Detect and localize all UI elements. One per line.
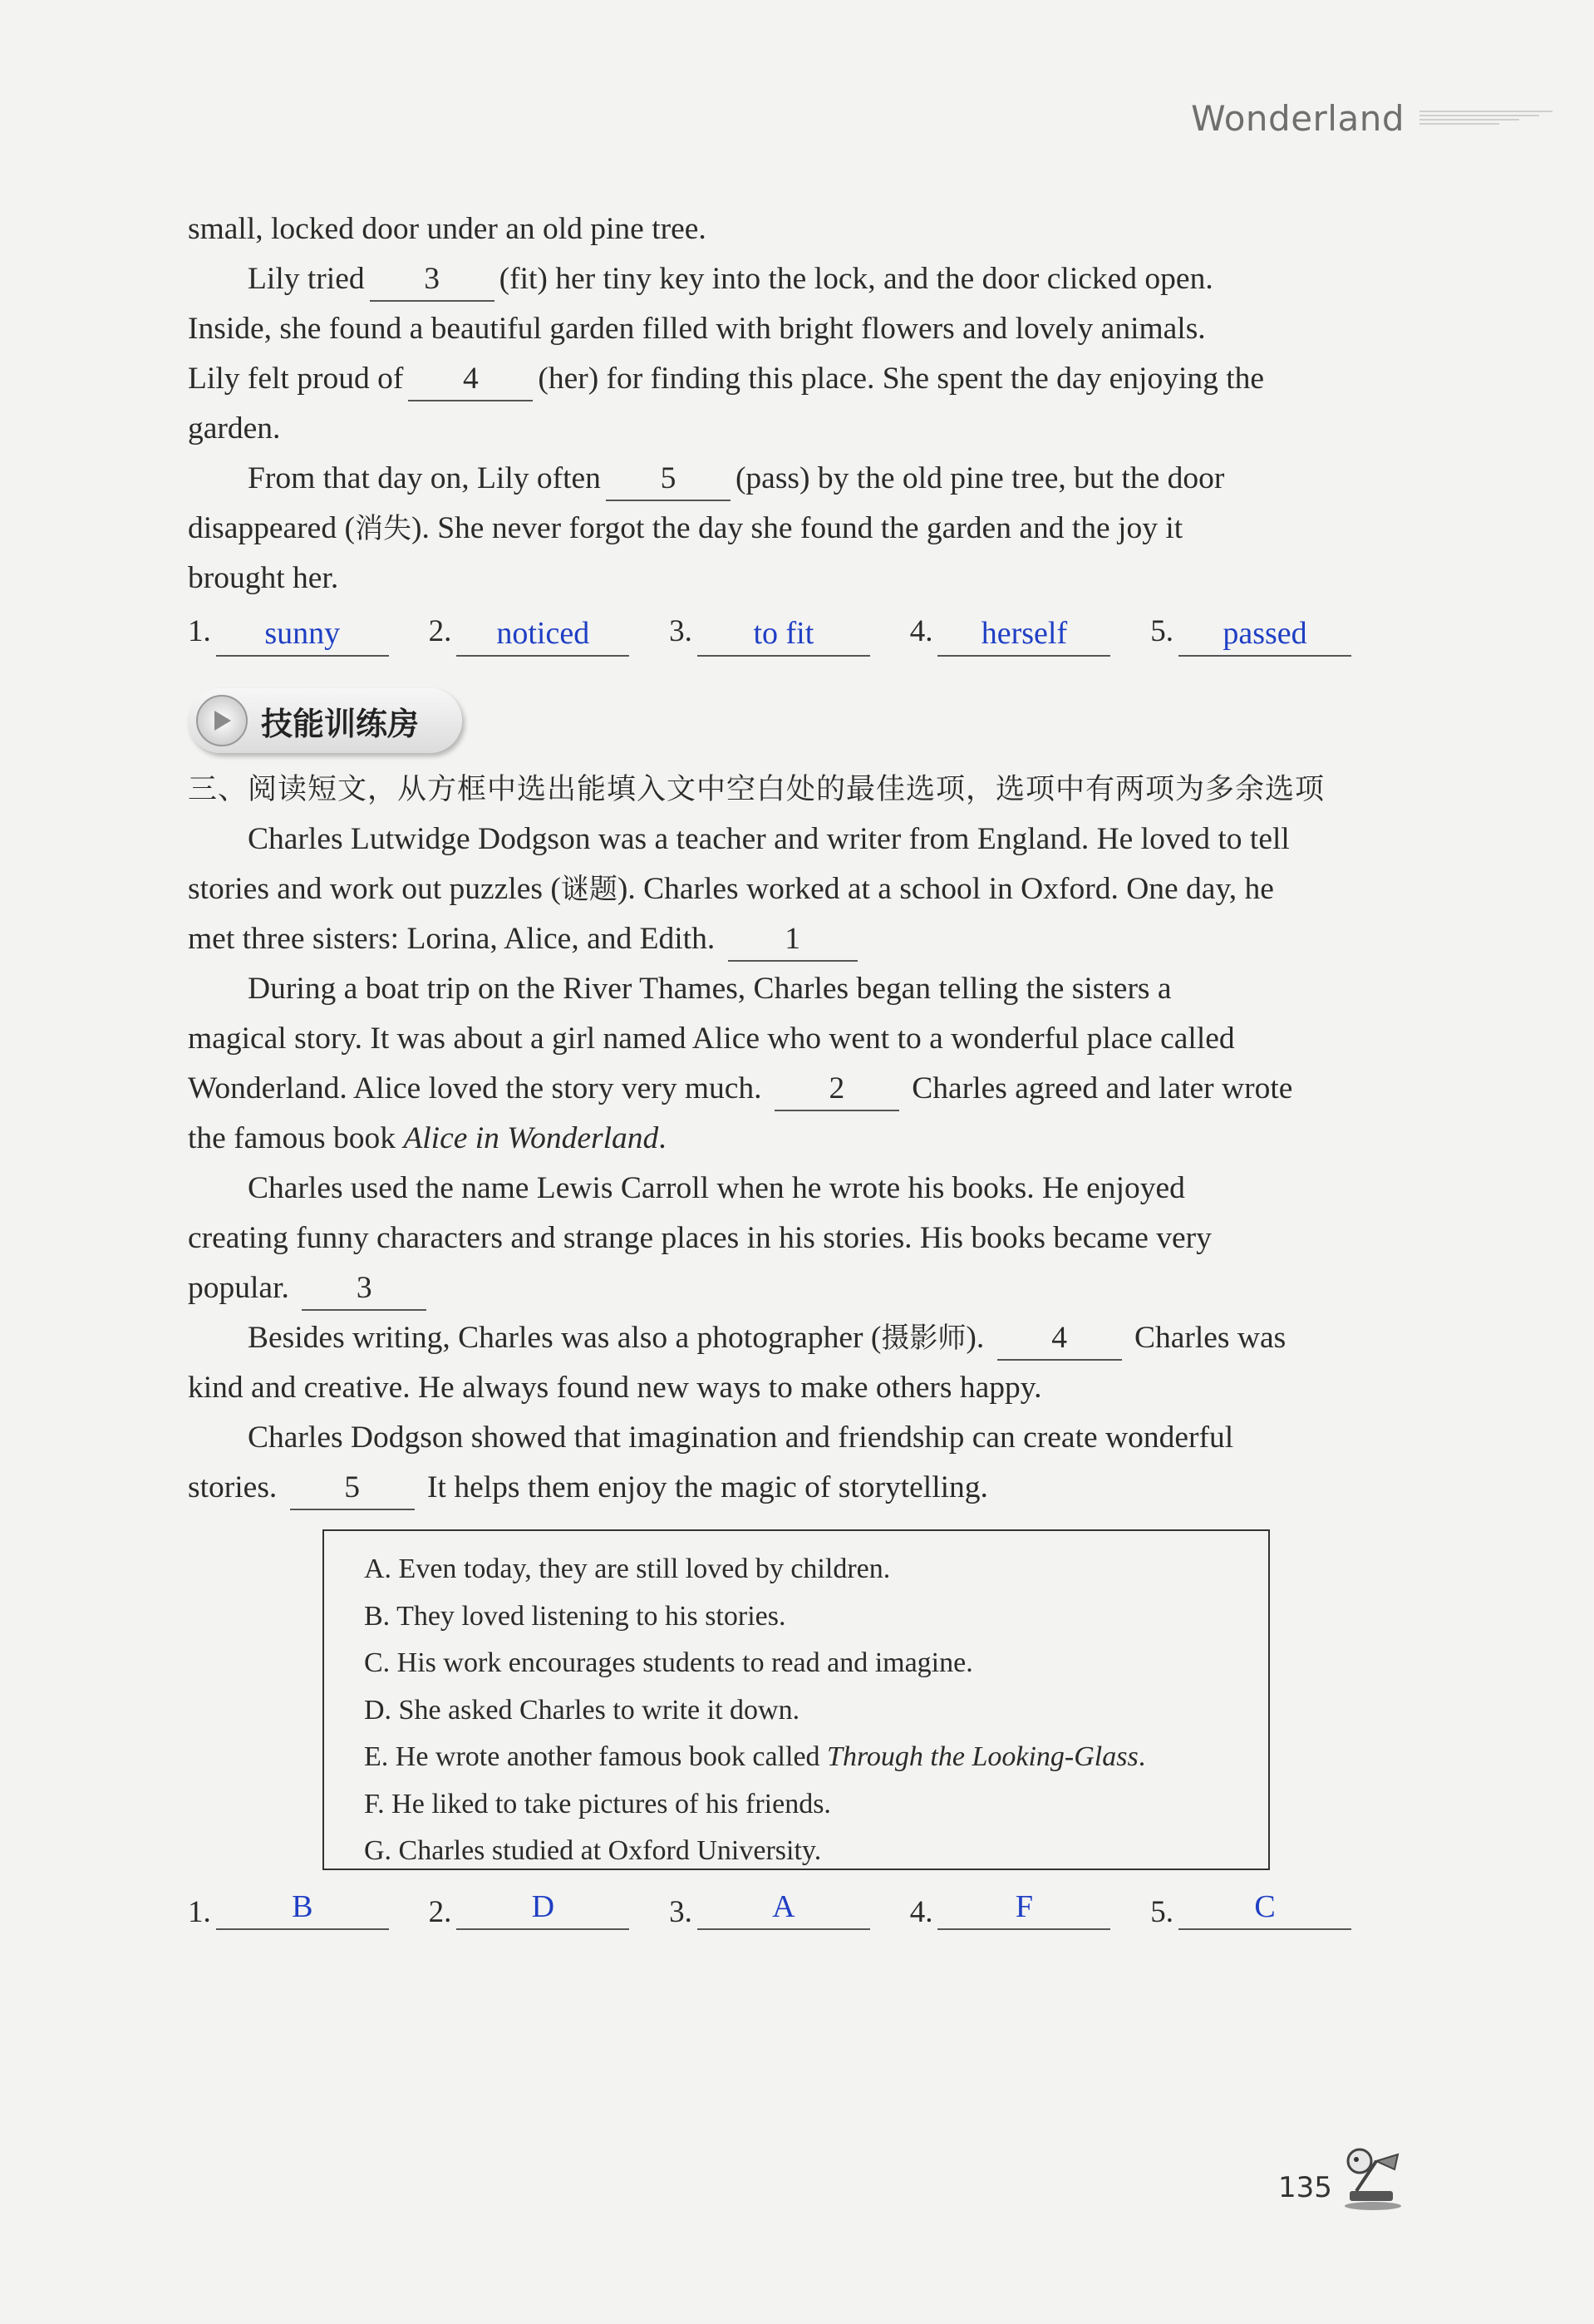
reading-task (188, 765, 1418, 1513)
blank-3: 3 (302, 1268, 426, 1311)
option-d: D. She asked Charles to write it down. (364, 1694, 800, 1726)
options-box (322, 1529, 1270, 1870)
option-f: F. He liked to take pictures of his friends. (364, 1788, 831, 1819)
passage-line: Lily felt proud of 4 (her) for finding this place. She spent the day enjoying the (188, 354, 1410, 404)
option-b: B. They loved listening to his stories. (364, 1600, 786, 1632)
blank-1: 1 (728, 918, 858, 962)
answer-item: 4. F (910, 1885, 1111, 1930)
answer-fill: passed (1178, 612, 1351, 657)
blank-5: 5 (290, 1467, 415, 1510)
section-title: 技能训练房 (261, 705, 420, 742)
task-instruction: 三、阅读短文，从方框中选出能填入文中空白处的最佳选项，选项中有两项为多余选项 (188, 773, 1326, 806)
passage-line: stories. 5 It helps them enjoy the magic of storytelling. (188, 1463, 1418, 1513)
blank-4: 4 (408, 358, 533, 401)
blank-3: 3 (370, 258, 494, 302)
option-c: C. His work encourages students to read and imagine. (364, 1647, 973, 1678)
answer-item: 5. passed (1150, 607, 1351, 657)
book-title: Alice in Wonderland (403, 1121, 659, 1155)
passage-line: Inside, she found a beautiful garden filled with bright flowers and lovely animals. (188, 312, 1206, 346)
passage-line: brought her. (188, 561, 339, 595)
option-e: E. He wrote another famous book called Through the Looking-Glass. (364, 1741, 1146, 1772)
passage-continued (188, 204, 1410, 657)
answer-fill: sunny (216, 612, 389, 657)
blank-4: 4 (997, 1317, 1122, 1361)
section-badge (188, 688, 462, 753)
passage-line: met three sisters: Lorina, Alice, and Edith. 1 (188, 914, 1418, 964)
page-number: 135 (1278, 2171, 1332, 2204)
header-decoration (1419, 108, 1552, 130)
passage-line: popular. 3 (188, 1263, 1418, 1313)
passage-line: Charles Lutwidge Dodgson was a teacher and writer from England. He loved to tell (248, 822, 1290, 856)
mascot-icon (1340, 2144, 1405, 2211)
answer-item: 3. A (669, 1885, 870, 1930)
passage-line: kind and creative. He always found new ways to make others happy. (188, 1371, 1042, 1405)
answer-fill: herself (937, 612, 1110, 657)
answer-fill: noticed (456, 612, 629, 657)
passage-line: Charles used the name Lewis Carroll when he wrote his books. He enjoyed (248, 1171, 1185, 1205)
passage-line: Charles Dodgson showed that imagination and friendship can create wonderful (248, 1420, 1234, 1455)
answer-fill: C (1178, 1885, 1351, 1930)
answer-item: 3. to fit (669, 607, 870, 657)
answer-item: 1. sunny (188, 607, 389, 657)
passage-line: Wonderland. Alice loved the story very much. 2 Charles agreed and later wrote (188, 1064, 1418, 1114)
passage-paragraph: From that day on, Lily often 5 (pass) by the old pine tree, but the door (188, 454, 1410, 504)
answer-fill: A (697, 1885, 870, 1930)
blank-2: 2 (775, 1068, 899, 1111)
answer-item: 4. herself (910, 607, 1111, 657)
passage-line: creating funny characters and strange places in his stories. His books became very (188, 1221, 1212, 1255)
answer-item: 1. B (188, 1885, 389, 1930)
blank-5: 5 (606, 458, 731, 501)
play-icon (196, 695, 248, 746)
option-a: A. Even today, they are still loved by children. (364, 1553, 891, 1584)
passage-line: the famous book Alice in Wonderland. (188, 1121, 667, 1155)
passage-line: magical story. It was about a girl named Alice who went to a wonderful place called (188, 1022, 1235, 1056)
passage-line: small, locked door under an old pine tree. (188, 212, 706, 246)
answer-row-1 (188, 607, 1351, 657)
passage-line: stories and work out puzzles (谜题). Charles worked at a school in Oxford. One day, he (188, 872, 1274, 906)
passage-line: garden. (188, 411, 281, 446)
passage-line: disappeared (消失). She never forgot the day she found the garden and the joy it (188, 511, 1183, 545)
answer-item: 2. noticed (429, 607, 630, 657)
answer-row-2 (188, 1885, 1351, 1930)
answer-item: 5. C (1150, 1885, 1351, 1930)
answer-fill: D (456, 1885, 629, 1930)
passage-paragraph: Lily tried 3 (fit) her tiny key into the lock, and the door clicked open. (188, 254, 1410, 304)
passage-line: Besides writing, Charles was also a photographer (摄影师). 4 Charles was (188, 1313, 1418, 1363)
option-g: G. Charles studied at Oxford University. (364, 1835, 822, 1866)
unit-title: Wonderland (1191, 98, 1405, 139)
passage-line: During a boat trip on the River Thames, Charles began telling the sisters a (248, 972, 1172, 1006)
answer-fill: to fit (697, 612, 870, 657)
answer-fill: B (216, 1885, 389, 1930)
page-header (1080, 98, 1552, 139)
answer-item: 2. D (429, 1885, 630, 1930)
answer-fill: F (937, 1885, 1110, 1930)
